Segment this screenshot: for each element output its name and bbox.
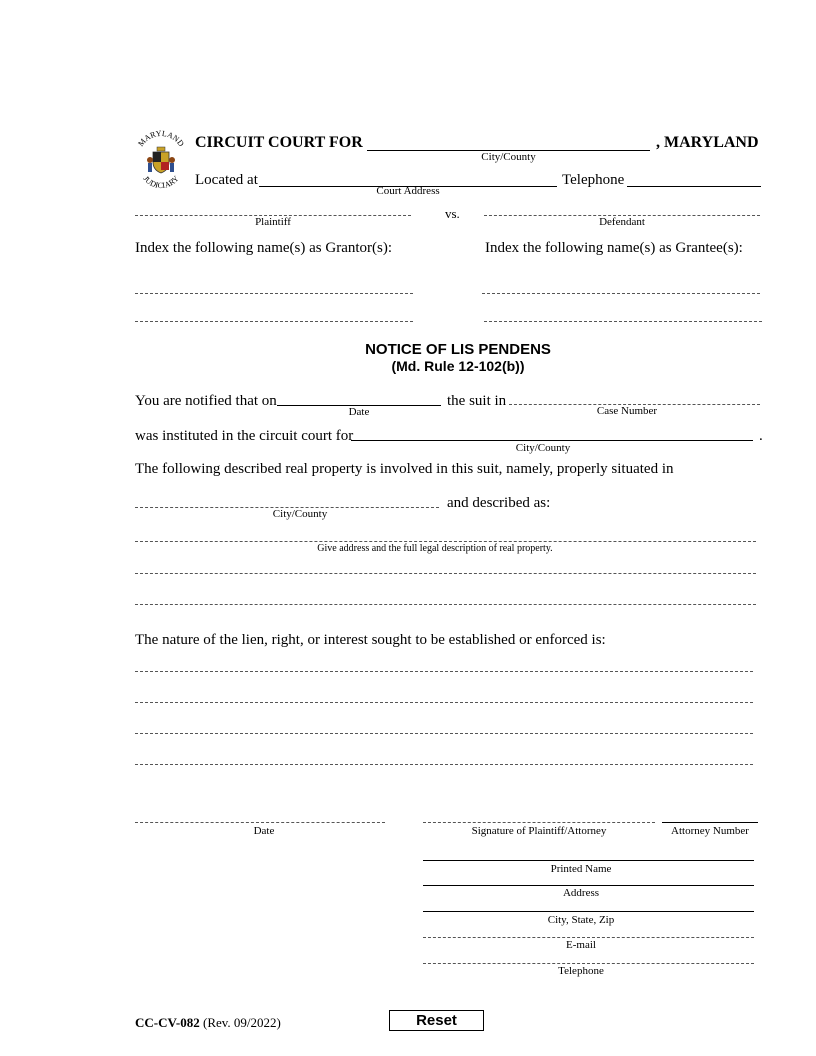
suit-in-label: the suit in	[447, 393, 507, 409]
grantor-label: Index the following name(s) as Grantor(s):	[135, 240, 393, 256]
instituted-label: was instituted in the circuit court for	[135, 428, 354, 444]
legal-description-caption: Give address and the full legal description of real property.	[317, 543, 553, 554]
property-sentence: The following described real property is involved in this suit, namely, properly situated in	[135, 461, 674, 477]
svg-text:JUDICIARY	[141, 174, 180, 190]
attorney-number-caption: Attorney Number	[671, 825, 749, 837]
attorney-number-field[interactable]	[662, 822, 758, 823]
instituted-period: .	[759, 428, 763, 444]
court-city-county-caption: City/County	[481, 151, 536, 163]
signature-date-field[interactable]	[135, 822, 385, 823]
svg-text:MARYLAND	[136, 130, 186, 148]
grantee-field-1[interactable]	[482, 293, 760, 294]
court-suffix: , MARYLAND	[656, 134, 759, 151]
nature-field-1[interactable]	[135, 671, 753, 672]
court-prefix: CIRCUIT COURT FOR	[195, 134, 363, 151]
form-revision: (Rev. 09/2022)	[203, 1015, 281, 1030]
email-caption: E-mail	[566, 939, 596, 951]
legal-description-field-2[interactable]	[135, 573, 756, 574]
case-number-caption: Case Number	[596, 405, 658, 417]
city-state-zip-field[interactable]	[423, 911, 754, 912]
address-caption: Address	[562, 887, 600, 899]
suit-date-caption: Date	[348, 406, 370, 418]
notice-subtitle: (Md. Rule 12-102(b))	[391, 358, 525, 374]
nature-field-4[interactable]	[135, 764, 753, 765]
seal-text-top: MARYLAND	[136, 130, 186, 149]
signature-date-caption: Date	[253, 825, 275, 837]
nature-field-3[interactable]	[135, 733, 753, 734]
instituted-city-county-caption: City/County	[515, 442, 571, 454]
plaintiff-caption: Plaintiff	[255, 216, 291, 228]
maryland-judiciary-seal	[133, 130, 189, 194]
signature-field[interactable]	[423, 822, 655, 823]
signature-caption: Signature of Plaintiff/Attorney	[471, 825, 607, 837]
grantor-field-2[interactable]	[135, 321, 413, 322]
form-number: CC-CV-082	[135, 1015, 200, 1030]
nature-sentence: The nature of the lien, right, or interest sought to be established or enforced is:	[135, 632, 606, 648]
address-field[interactable]	[423, 885, 754, 886]
notice-title: NOTICE OF LIS PENDENS	[365, 341, 551, 358]
telephone-field[interactable]	[423, 963, 754, 964]
vs-label: vs.	[445, 206, 460, 221]
grantee-label: Index the following name(s) as Grantee(s):	[485, 240, 743, 256]
telephone-label: Telephone	[562, 172, 625, 188]
grantee-field-2[interactable]	[484, 321, 762, 322]
printed-name-caption: Printed Name	[550, 863, 612, 875]
legal-description-field-1[interactable]	[135, 541, 756, 542]
court-address-caption: Court Address	[376, 185, 440, 197]
court-telephone-field[interactable]	[627, 186, 761, 187]
property-city-county-caption: City/County	[272, 508, 328, 520]
reset-button[interactable]: Reset	[389, 1010, 484, 1031]
nature-field-2[interactable]	[135, 702, 753, 703]
city-state-zip-caption: City, State, Zip	[547, 914, 615, 926]
telephone-caption: Telephone	[558, 965, 604, 977]
printed-name-field[interactable]	[423, 860, 754, 861]
described-as-label: and described as:	[447, 495, 551, 511]
grantor-field-1[interactable]	[135, 293, 413, 294]
notified-prefix: You are notified that on	[135, 393, 277, 409]
defendant-caption: Defendant	[599, 216, 645, 228]
located-at-label: Located at	[195, 172, 258, 188]
seal-text-bottom: JUDICIARY	[141, 174, 181, 191]
legal-description-field-3[interactable]	[135, 604, 756, 605]
form-id	[135, 1015, 281, 1030]
email-field[interactable]	[423, 937, 754, 938]
instituted-city-county-field[interactable]	[351, 440, 753, 441]
